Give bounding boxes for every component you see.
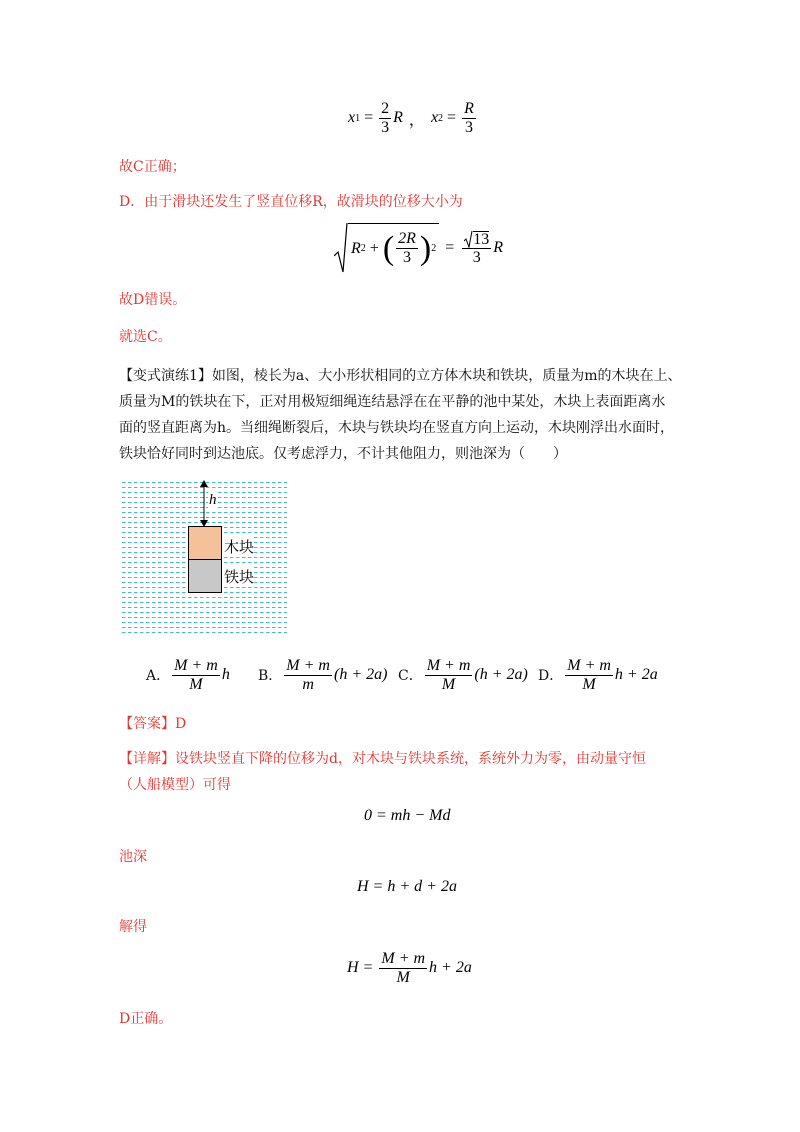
problem-line-2: 质量为M的铁块在下，正对用极短细绳连结悬浮在在平静的池中某处，木块上表面距离水 <box>119 394 666 410</box>
small-sqrt-icon <box>464 230 473 248</box>
line-d-intro: D．由于滑块还发生了竖直位移R，故滑块的位移大小为 <box>119 194 463 210</box>
equation-momentum: 0 = mh − Md <box>364 807 451 824</box>
result-denominator: 3 <box>472 248 481 266</box>
option-b-numerator: M + m <box>286 656 330 674</box>
label-solve: 解得 <box>119 919 147 935</box>
problem-statement <box>119 363 699 467</box>
wood-block <box>188 526 222 560</box>
sqrt-sign-icon <box>334 222 348 274</box>
x2-symbol: x <box>430 109 439 126</box>
inner-fraction <box>396 230 418 267</box>
option-b[interactable] <box>258 653 387 697</box>
explanation-line-2: （人船模型）可得 <box>119 777 231 793</box>
inner-denominator: 3 <box>403 249 412 266</box>
answer-line: 【答案】D <box>119 716 187 732</box>
option-c-letter: C． <box>398 668 423 684</box>
option-b-letter: B． <box>258 668 283 684</box>
result-frac <box>379 950 427 987</box>
line-c-correct: 故C正确； <box>119 159 186 175</box>
pool-figure <box>122 480 287 634</box>
option-a-tail: h <box>221 666 230 683</box>
problem-line-1: 【变式演练1】如图，棱长为a、大小形状相同的立方体木块和铁块，质量为m的木块在上、 <box>119 368 682 384</box>
result-tail: h + 2a <box>429 959 472 976</box>
final-line: D正确。 <box>119 1011 173 1027</box>
result-frac-denominator: M <box>396 968 410 986</box>
result-numerator <box>462 230 491 249</box>
option-d-letter: D． <box>538 668 564 684</box>
option-a-denominator: M <box>189 675 203 693</box>
explanation <box>119 746 699 798</box>
left-paren-icon: ( <box>382 229 395 267</box>
explanation-line-1: 【详解】设铁块竖直下降的位移为d，对木块与铁块系统，系统外力为零，由动量守恒 <box>119 751 646 767</box>
x1-fraction <box>379 100 391 137</box>
result-frac-numerator: M + m <box>381 949 426 967</box>
option-a[interactable] <box>146 653 230 697</box>
iron-label: 铁块 <box>224 568 255 586</box>
sqrt-radicand <box>348 223 439 274</box>
option-d-numerator: M + m <box>567 656 611 674</box>
result-lhs: H = <box>347 959 374 976</box>
wood-label: 木块 <box>224 538 255 556</box>
line-choose-c: 就选C。 <box>119 329 172 345</box>
result-fraction <box>462 230 491 267</box>
square-superscript: 2 <box>431 243 437 254</box>
x2-fraction <box>462 100 476 137</box>
inner-numerator: 2R <box>398 230 416 247</box>
option-d-tail: h + 2a <box>614 666 658 683</box>
separator: ， <box>408 111 425 129</box>
iron-block <box>188 559 222 593</box>
option-b-denominator: m <box>302 675 314 693</box>
equals-sign-3: = <box>445 239 455 256</box>
option-c-fraction <box>425 657 473 694</box>
right-paren-icon: ) <box>419 229 432 267</box>
equation-result <box>347 946 472 990</box>
x2-denominator: 3 <box>464 118 473 136</box>
h-label: h <box>209 492 217 508</box>
x2-subscript: 2 <box>438 112 444 124</box>
option-c[interactable] <box>398 653 528 697</box>
x1-symbol: x <box>348 109 356 126</box>
x1-subscript: 1 <box>355 112 361 124</box>
option-d-denominator: M <box>582 675 596 693</box>
option-b-fraction <box>284 657 332 694</box>
r-superscript: 2 <box>360 243 366 254</box>
option-a-fraction <box>172 657 220 694</box>
problem-line-4: 铁块恰好同时到达池底。仅考虑浮力，不计其他阻力，则池深为（ ） <box>119 446 567 462</box>
x1-radius: R <box>393 109 403 126</box>
equals-sign: = <box>364 109 374 126</box>
label-pool-depth: 池深 <box>119 849 147 865</box>
problem-line-3: 面的竖直距离为h。当细绳断裂后，木块与铁块均在竖直方向上运动，木块刚浮出水面时， <box>119 420 675 436</box>
option-d[interactable] <box>538 653 658 697</box>
x1-denominator: 3 <box>381 118 390 136</box>
equation-depth: H = h + d + 2a <box>357 878 457 895</box>
plus-sign: + <box>369 239 379 257</box>
option-c-tail: (h + 2a) <box>474 666 528 683</box>
option-c-denominator: M <box>441 675 456 693</box>
x1-numerator: 2 <box>381 99 390 117</box>
line-d-wrong: 故D错误。 <box>119 292 187 308</box>
option-d-fraction <box>565 657 613 694</box>
option-a-letter: A． <box>146 668 171 684</box>
r-symbol-2: R <box>493 239 504 256</box>
x2-numerator: R <box>464 99 474 117</box>
option-b-tail: (h + 2a) <box>333 666 388 683</box>
option-c-numerator: M + m <box>426 656 471 674</box>
r-symbol: R <box>351 239 361 257</box>
formula-x1-x2 <box>348 96 478 140</box>
formula-displacement <box>334 222 503 274</box>
sqrt-13: 13 <box>473 230 490 248</box>
equals-sign-2: = <box>447 109 457 126</box>
option-a-numerator: M + m <box>174 656 218 674</box>
